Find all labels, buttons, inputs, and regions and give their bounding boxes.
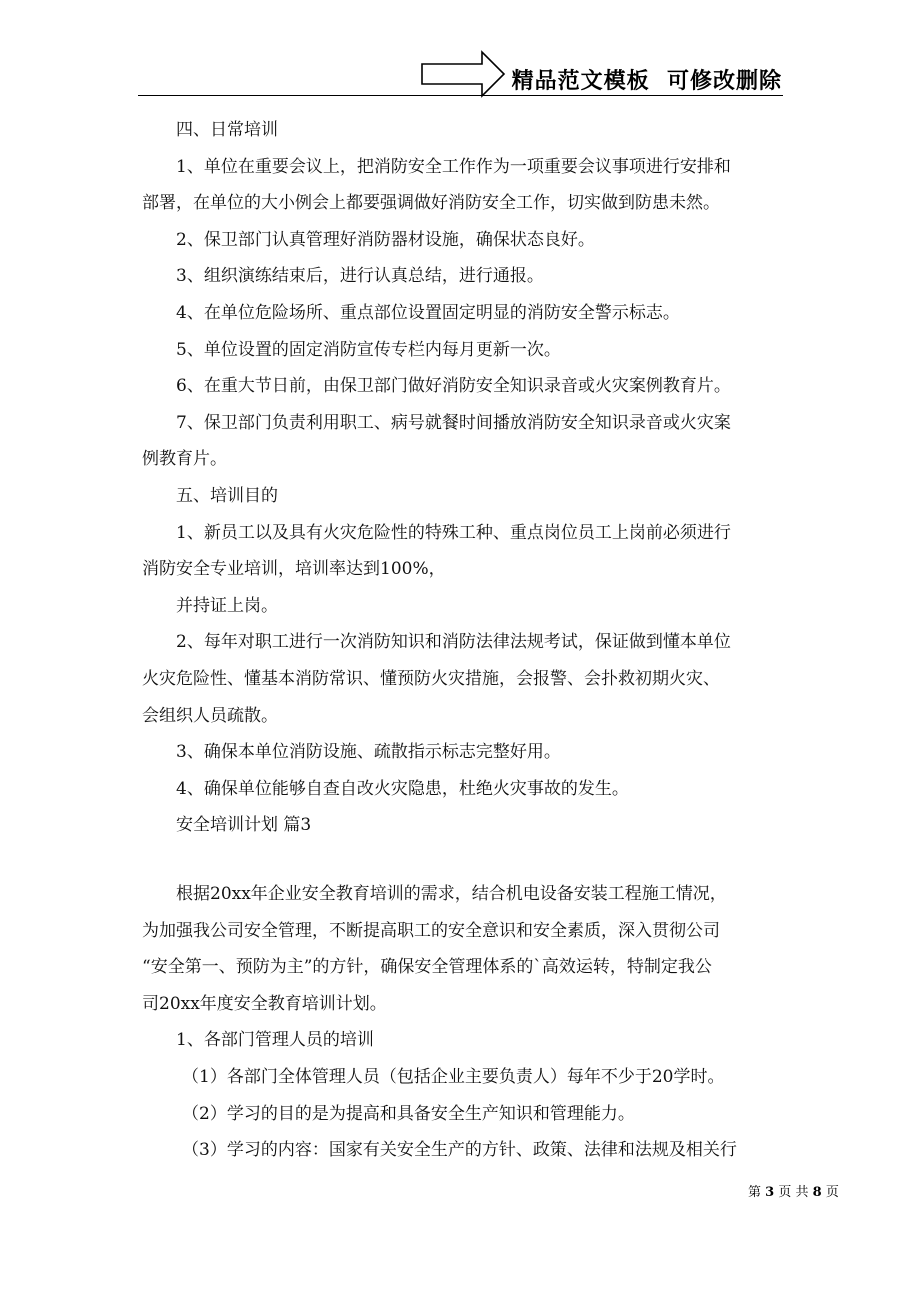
body-line: 司20xx年度安全教育培训计划。 (142, 993, 387, 1014)
body-line: 火灾危险性、懂基本消防常识、懂预防火灾措施，会报警、会扑救初期火灾、 (142, 669, 720, 689)
body-line: 消防安全专业培训，培训率达到100%， (142, 559, 446, 580)
body-line: （1）各部门全体管理人员（包括企业主要负责人）每年不少于20学时。 (182, 1067, 725, 1087)
page-suffix: 页 (825, 1185, 839, 1200)
header-divider (138, 95, 783, 96)
page-mid: 页 共 (778, 1185, 809, 1200)
header-title: 精品范文模板 可修改删除 (511, 69, 782, 94)
body-line: 会组织人员疏散。 (142, 705, 278, 726)
body-line: （3）学习的内容：国家有关安全生产的方针、政策、法律和法规及相关行 (182, 1140, 737, 1161)
body-line: 1、新员工以及具有火灾危险性的特殊工种、重点岗位员工上岗前必须进行 (176, 522, 731, 543)
body-line: 2、每年对职工进行一次消防知识和消防法律法规考试，保证做到懂本单位 (176, 632, 731, 653)
body-line: 五、培训目的 (176, 486, 278, 506)
arrow-icon (420, 50, 506, 98)
page-number (748, 1181, 839, 1200)
body-line: 为加强我公司安全管理，不断提高职工的安全意识和安全素质，深入贯彻公司 (142, 920, 720, 941)
body-line: 四、日常培训 (176, 120, 278, 140)
body-line: 2、保卫部门认真管理好消防器材设施，确保状态良好。 (176, 229, 595, 250)
body-line: 6、在重大节日前，由保卫部门做好消防安全知识录音或火灾案例教育片。 (176, 376, 731, 397)
body-line: （2）学习的目的是为提高和具备安全生产知识和管理能力。 (182, 1103, 635, 1124)
body-line: 1、单位在重要会议上，把消防安全工作作为一项重要会议事项进行安排和 (176, 156, 731, 177)
body-line: 4、在单位危险场所、重点部位设置固定明显的消防安全警示标志。 (176, 303, 680, 323)
body-line: 3、组织演练结束后，进行认真总结，进行通报。 (176, 266, 544, 287)
page-prefix: 第 (748, 1185, 762, 1200)
body-line: 安全培训计划 篇3 (176, 815, 312, 836)
body-line: 部署，在单位的大小例会上都要强调做好消防安全工作，切实做到防患未然。 (142, 193, 720, 214)
total-pages: 8 (812, 1185, 822, 1200)
body-line: 1、各部门管理人员的培训 (176, 1030, 374, 1051)
body-line: 根据20xx年企业安全教育培训的需求，结合机电设备安装工程施工情况， (176, 884, 727, 904)
body-line: 5、单位设置的固定消防宣传专栏内每月更新一次。 (176, 339, 561, 360)
body-line: 并持证上岗。 (176, 595, 278, 616)
body-line: 7、保卫部门负责利用职工、病号就餐时间播放消防安全知识录音或火灾案 (176, 412, 731, 433)
current-page: 3 (765, 1185, 775, 1200)
body-line: 例教育片。 (142, 449, 227, 470)
body-line: 4、确保单位能够自查自改火灾隐患，杜绝火灾事故的发生。 (176, 778, 629, 799)
body-line: “安全第一、预防为主”的方针，确保安全管理体系的`高效运转，特制定我公 (142, 957, 712, 978)
body-line: 3、确保本单位消防设施、疏散指示标志完整好用。 (176, 742, 561, 763)
